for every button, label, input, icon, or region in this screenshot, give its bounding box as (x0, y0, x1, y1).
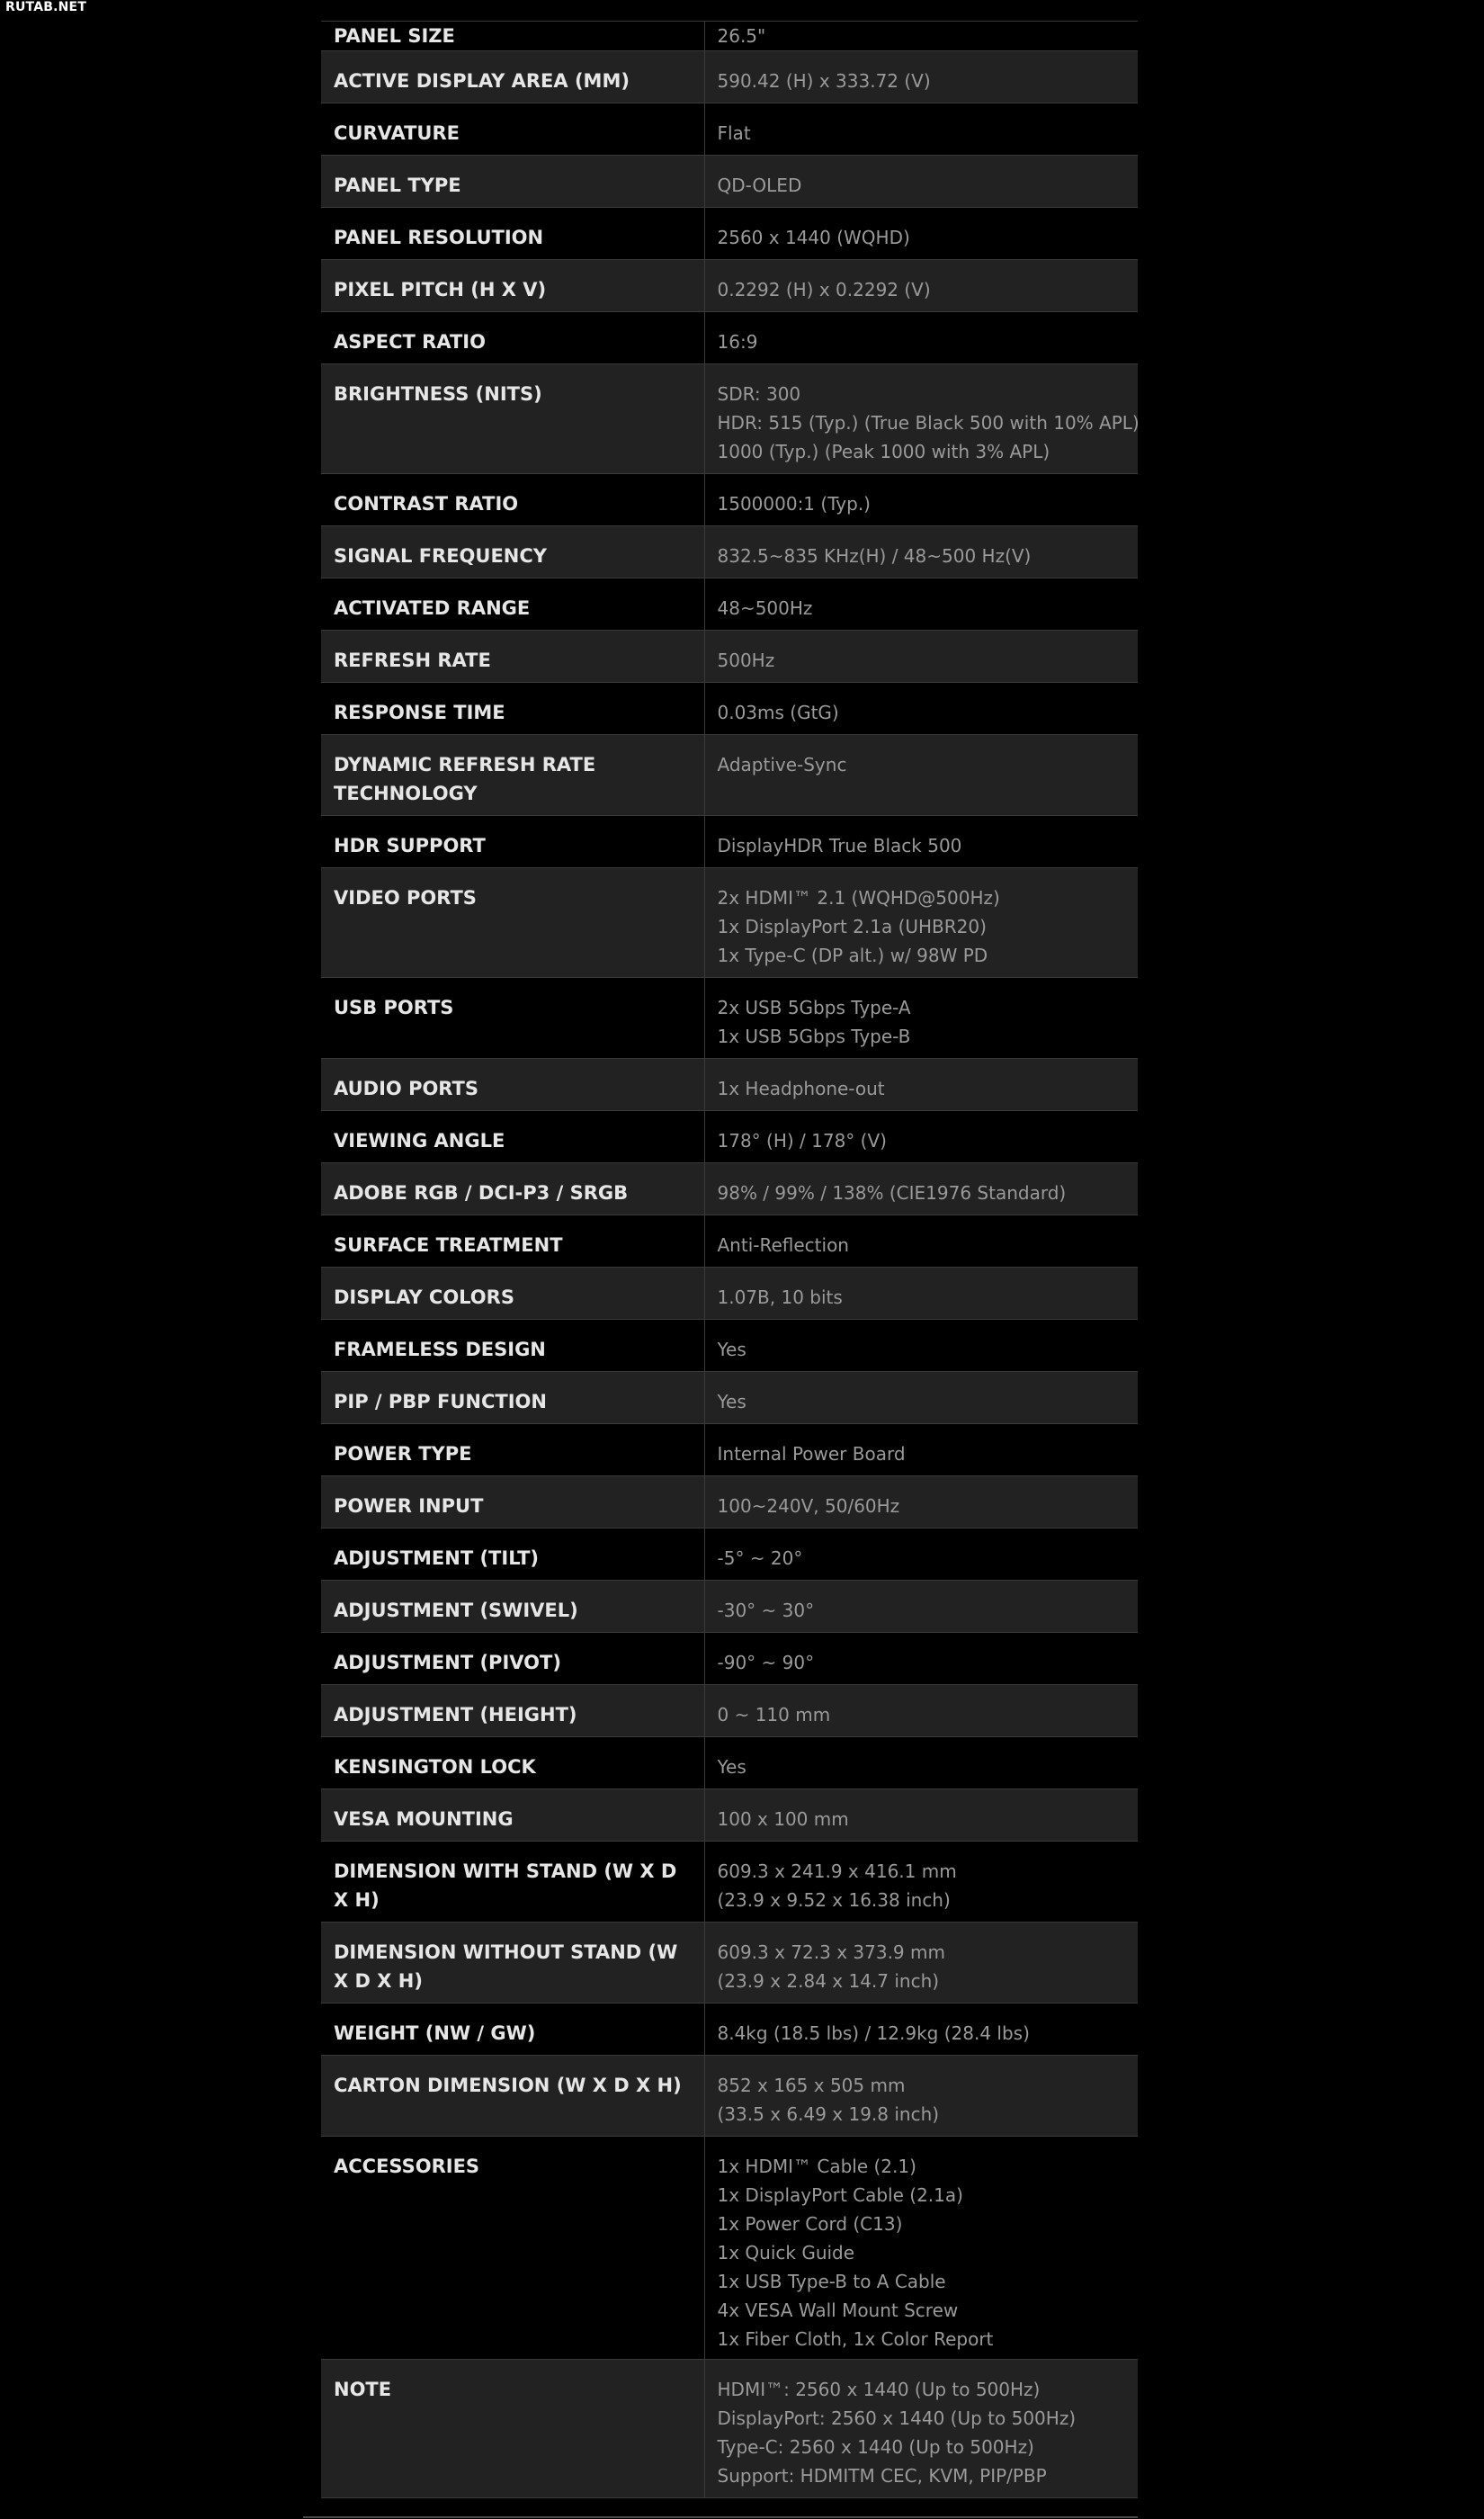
spec-value (704, 1424, 1138, 1476)
spec-value-line: DisplayHDR True Black 500 (717, 835, 962, 856)
spec-row (321, 735, 1138, 816)
spec-value-line: 2560 x 1440 (WQHD) (717, 227, 910, 248)
spec-value (704, 260, 1138, 312)
spec-value (704, 2004, 1138, 2056)
spec-row (321, 1320, 1138, 1372)
spec-value (704, 2056, 1138, 2137)
spec-row (321, 1528, 1138, 1581)
spec-value-line: (23.9 x 2.84 x 14.7 inch) (717, 1970, 940, 1992)
spec-value (704, 312, 1138, 364)
spec-value-line: 609.3 x 241.9 x 416.1 mm (717, 1860, 957, 1882)
spec-value (704, 526, 1138, 578)
spec-label: CURVATURE (321, 103, 704, 156)
spec-value-line: 609.3 x 72.3 x 373.9 mm (717, 1941, 945, 1963)
spec-value-line: (23.9 x 9.52 x 16.38 inch) (717, 1889, 951, 1911)
spec-row (321, 2360, 1138, 2498)
spec-value-line: 1000 (Typ.) (Peak 1000 with 3% APL) (717, 441, 1050, 462)
spec-row (321, 1424, 1138, 1476)
spec-value-line: 2x USB 5Gbps Type-A (717, 997, 911, 1018)
spec-label: PIXEL PITCH (H X V) (321, 260, 704, 312)
spec-value-line: DisplayPort: 2560 x 1440 (Up to 500Hz) (717, 2407, 1077, 2429)
spec-row (321, 631, 1138, 683)
spec-row (321, 208, 1138, 260)
spec-label: CONTRAST RATIO (321, 474, 704, 526)
spec-row (321, 312, 1138, 364)
spec-value (704, 1842, 1138, 1923)
spec-label: BRIGHTNESS (NITS) (321, 364, 704, 474)
spec-row (321, 103, 1138, 156)
spec-label: POWER TYPE (321, 1424, 704, 1476)
spec-label: VESA MOUNTING (321, 1789, 704, 1842)
spec-value-line: Anti-Reflection (717, 1234, 849, 1256)
spec-value-line: 0 ~ 110 mm (717, 1704, 831, 1726)
spec-value (704, 103, 1138, 156)
spec-row (321, 526, 1138, 578)
spec-label: KENSINGTON LOCK (321, 1737, 704, 1789)
spec-value-line: 832.5~835 KHz(H) / 48~500 Hz(V) (717, 545, 1032, 567)
spec-value-line: 100~240V, 50/60Hz (717, 1495, 900, 1517)
spec-label: DISPLAY COLORS (321, 1268, 704, 1320)
spec-value-line: 500Hz (717, 650, 775, 671)
spec-label: ADJUSTMENT (TILT) (321, 1528, 704, 1581)
spec-value (704, 816, 1138, 868)
spec-value (704, 208, 1138, 260)
spec-value (704, 1581, 1138, 1633)
spec-row (321, 1111, 1138, 1163)
spec-row (321, 1581, 1138, 1633)
spec-row (321, 260, 1138, 312)
spec-value (704, 1923, 1138, 2004)
spec-row (321, 1476, 1138, 1528)
spec-value (704, 868, 1138, 978)
spec-value-line: Flat (717, 122, 751, 144)
bottom-divider (303, 2516, 1138, 2518)
spec-value-line: 26.5" (717, 25, 766, 47)
spec-label: SURFACE TREATMENT (321, 1215, 704, 1268)
spec-row (321, 1789, 1138, 1842)
spec-value (704, 1059, 1138, 1111)
spec-row (321, 1842, 1138, 1923)
spec-row (321, 1372, 1138, 1424)
spec-value (704, 1789, 1138, 1842)
spec-row (321, 578, 1138, 631)
spec-value (704, 1111, 1138, 1163)
spec-value-line: 1x DisplayPort 2.1a (UHBR20) (717, 916, 987, 937)
spec-value (704, 51, 1138, 103)
spec-row (321, 1268, 1138, 1320)
spec-label: ACTIVATED RANGE (321, 578, 704, 631)
spec-value-line: -90° ~ 90° (717, 1652, 815, 1673)
spec-value (704, 1476, 1138, 1528)
spec-label: ACCESSORIES (321, 2137, 704, 2360)
spec-value (704, 683, 1138, 735)
spec-label: PANEL RESOLUTION (321, 208, 704, 260)
spec-value-line: Adaptive-Sync (717, 754, 847, 775)
spec-label: ADJUSTMENT (PIVOT) (321, 1633, 704, 1685)
spec-value-line: 16:9 (717, 331, 758, 353)
spec-label: DIMENSION WITH STAND (W X D X H) (321, 1842, 704, 1923)
spec-value-line: 1x DisplayPort Cable (2.1a) (717, 2184, 963, 2206)
spec-label: SIGNAL FREQUENCY (321, 526, 704, 578)
spec-value-line: HDMI™: 2560 x 1440 (Up to 500Hz) (717, 2379, 1041, 2400)
spec-value-line: 1x USB Type-B to A Cable (717, 2271, 946, 2292)
spec-value-line: 1x Power Cord (C13) (717, 2213, 903, 2235)
spec-value-line: 590.42 (H) x 333.72 (V) (717, 70, 931, 92)
spec-value (704, 22, 1138, 51)
spec-value (704, 735, 1138, 816)
spec-value-line: Yes (717, 1339, 746, 1360)
spec-value-line: 0.03ms (GtG) (717, 702, 839, 723)
spec-label: REFRESH RATE (321, 631, 704, 683)
spec-table (321, 21, 1138, 2498)
spec-value-line: -30° ~ 30° (717, 1600, 815, 1621)
spec-label: ADOBE RGB / DCI-P3 / SRGB (321, 1163, 704, 1215)
spec-label: POWER INPUT (321, 1476, 704, 1528)
spec-row (321, 1633, 1138, 1685)
spec-label: CARTON DIMENSION (W X D X H) (321, 2056, 704, 2137)
spec-value (704, 1372, 1138, 1424)
spec-row (321, 2137, 1138, 2360)
spec-value-line: 178° (H) / 178° (V) (717, 1130, 887, 1152)
spec-value (704, 1685, 1138, 1737)
spec-label: RESPONSE TIME (321, 683, 704, 735)
spec-value-line: 0.2292 (H) x 0.2292 (V) (717, 279, 931, 300)
spec-label: NOTE (321, 2360, 704, 2498)
spec-row (321, 1059, 1138, 1111)
spec-value (704, 631, 1138, 683)
spec-label: AUDIO PORTS (321, 1059, 704, 1111)
spec-value-line: Yes (717, 1391, 746, 1412)
spec-value-line: 100 x 100 mm (717, 1808, 849, 1830)
spec-row (321, 156, 1138, 208)
spec-value-line: 8.4kg (18.5 lbs) / 12.9kg (28.4 lbs) (717, 2022, 1030, 2044)
spec-label: VIDEO PORTS (321, 868, 704, 978)
spec-row (321, 364, 1138, 474)
spec-label: PIP / PBP FUNCTION (321, 1372, 704, 1424)
spec-value (704, 1320, 1138, 1372)
spec-value (704, 1163, 1138, 1215)
spec-label: WEIGHT (NW / GW) (321, 2004, 704, 2056)
spec-value-line: 1x HDMI™ Cable (2.1) (717, 2156, 916, 2177)
spec-row (321, 683, 1138, 735)
spec-value (704, 1268, 1138, 1320)
spec-value-line: Type-C: 2560 x 1440 (Up to 500Hz) (717, 2436, 1034, 2458)
spec-value-line: HDR: 515 (Typ.) (True Black 500 with 10% APL) (717, 412, 1140, 434)
spec-row (321, 1215, 1138, 1268)
spec-row (321, 2004, 1138, 2056)
watermark-logo: RUTAB.NET (5, 0, 87, 14)
spec-value-line: 1500000:1 (Typ.) (717, 493, 871, 515)
spec-value (704, 364, 1138, 474)
spec-value (704, 1528, 1138, 1581)
spec-value (704, 1737, 1138, 1789)
spec-row (321, 978, 1138, 1059)
spec-value (704, 1215, 1138, 1268)
spec-label: PANEL SIZE (321, 22, 704, 51)
spec-label: VIEWING ANGLE (321, 1111, 704, 1163)
spec-value-line: 4x VESA Wall Mount Screw (717, 2299, 959, 2321)
spec-value-line: 1x Fiber Cloth, 1x Color Report (717, 2328, 994, 2350)
spec-value (704, 156, 1138, 208)
spec-value (704, 978, 1138, 1059)
spec-value-line: 2x HDMI™ 2.1 (WQHD@500Hz) (717, 887, 1000, 909)
spec-value (704, 578, 1138, 631)
spec-value (704, 2360, 1138, 2498)
spec-value-line: 1x Headphone-out (717, 1078, 885, 1099)
spec-label: DIMENSION WITHOUT STAND (W X D X H) (321, 1923, 704, 2004)
spec-label: DYNAMIC REFRESH RATE TECHNOLOGY (321, 735, 704, 816)
spec-value-line: 852 x 165 x 505 mm (717, 2075, 906, 2096)
spec-value (704, 2137, 1138, 2360)
spec-row (321, 816, 1138, 868)
spec-value-line: 1x Type-C (DP alt.) w/ 98W PD (717, 945, 988, 966)
spec-value-line: -5° ~ 20° (717, 1547, 803, 1569)
spec-row (321, 1685, 1138, 1737)
spec-row (321, 1163, 1138, 1215)
spec-label: PANEL TYPE (321, 156, 704, 208)
spec-row (321, 22, 1138, 51)
spec-value-line: (33.5 x 6.49 x 19.8 inch) (717, 2103, 940, 2125)
spec-value-line: 98% / 99% / 138% (CIE1976 Standard) (717, 1182, 1067, 1204)
spec-value-line: QD-OLED (717, 175, 802, 196)
spec-value-line: SDR: 300 (717, 383, 801, 405)
spec-table-body (321, 22, 1138, 2498)
spec-label: ASPECT RATIO (321, 312, 704, 364)
spec-row (321, 1923, 1138, 2004)
spec-row (321, 2056, 1138, 2137)
spec-value-line: Yes (717, 1756, 746, 1778)
spec-value (704, 474, 1138, 526)
spec-label: HDR SUPPORT (321, 816, 704, 868)
spec-value-line: Internal Power Board (717, 1443, 906, 1465)
spec-value-line: 1x Quick Guide (717, 2242, 855, 2264)
spec-label: USB PORTS (321, 978, 704, 1059)
spec-label: FRAMELESS DESIGN (321, 1320, 704, 1372)
spec-row (321, 51, 1138, 103)
spec-label: ADJUSTMENT (HEIGHT) (321, 1685, 704, 1737)
spec-value-line: 48~500Hz (717, 597, 813, 619)
spec-value-line: 1.07B, 10 bits (717, 1286, 843, 1308)
spec-row (321, 1737, 1138, 1789)
spec-value (704, 1633, 1138, 1685)
spec-label: ACTIVE DISPLAY AREA (MM) (321, 51, 704, 103)
spec-row (321, 868, 1138, 978)
spec-value-line: 1x USB 5Gbps Type-B (717, 1026, 911, 1047)
spec-label: ADJUSTMENT (SWIVEL) (321, 1581, 704, 1633)
spec-row (321, 474, 1138, 526)
spec-value-line: Support: HDMITM CEC, KVM, PIP/PBP (717, 2465, 1047, 2487)
